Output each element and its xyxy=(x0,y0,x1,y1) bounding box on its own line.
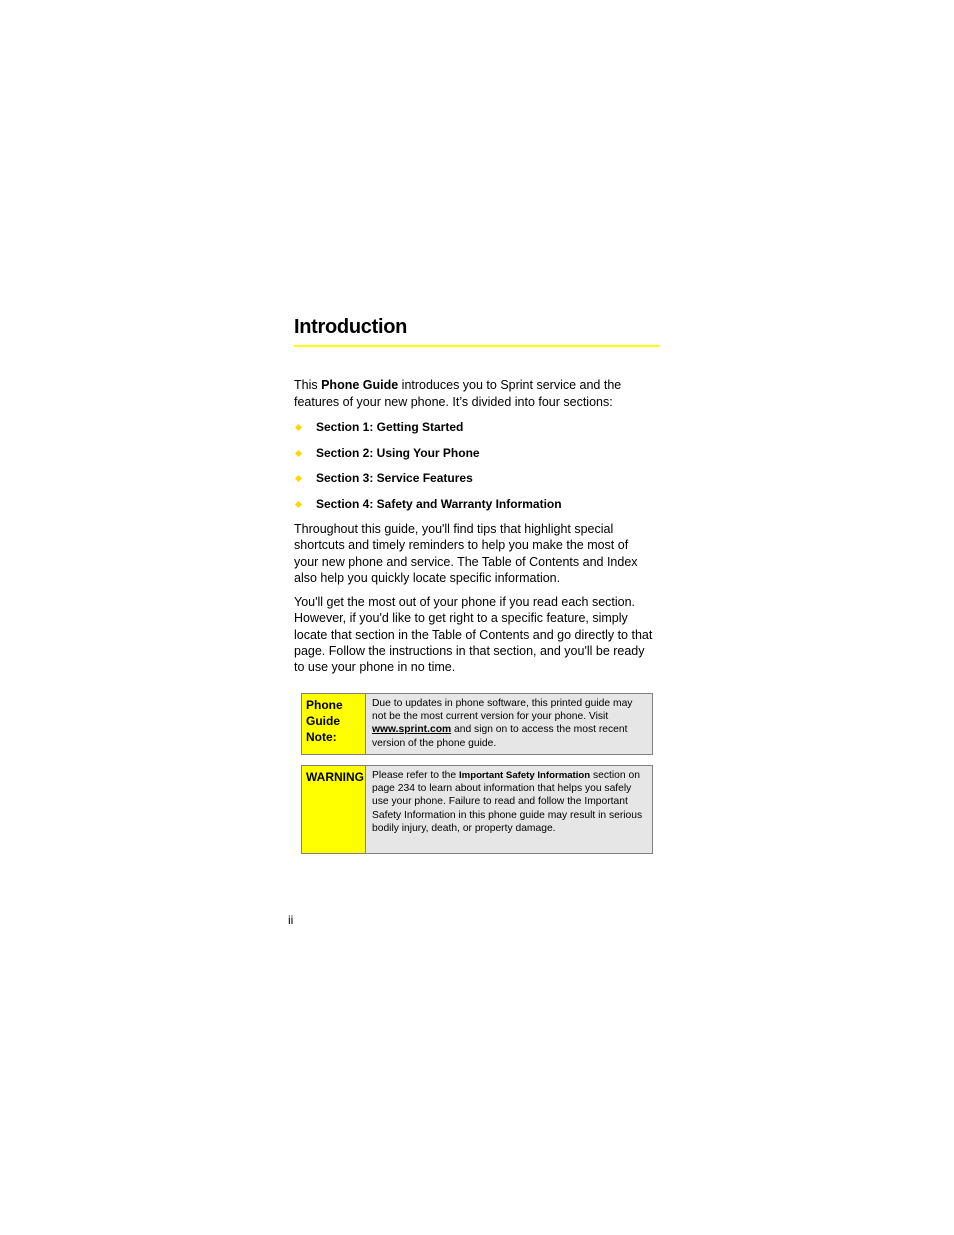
list-item: Section 3: Service Features xyxy=(294,469,659,495)
diamond-bullet-icon xyxy=(295,450,302,457)
list-item: Section 4: Safety and Warranty Information xyxy=(294,495,659,521)
note-label: Phone Guide Note: xyxy=(302,694,366,754)
usage-paragraph: You'll get the most out of your phone if you read each section. However, if you'd like to get right to a specific feature, simply locate that section in the Table of Contents and go directly to that page. Follow the instructions in that section, and you'll be ready to use your phone in no time. xyxy=(294,595,653,675)
section-list xyxy=(294,418,659,521)
title-underline xyxy=(294,345,659,347)
phone-guide-bold: Phone Guide xyxy=(321,378,399,392)
page-title: Introduction xyxy=(294,316,408,338)
page-number: ii xyxy=(288,913,294,927)
list-item: Section 1: Getting Started xyxy=(294,418,659,444)
diamond-bullet-icon xyxy=(295,475,302,482)
intro-paragraph: This Phone Guide introduces you to Sprint service and the features of your new phone. It’s divided into four sections: xyxy=(294,378,622,409)
warning-text: Please refer to the Important Safety Information section on page 234 to learn about information that helps you safely use your phone. Failure to read and follow the Important Safety Information in this phone guide may result in serious bodily injury, death, or property damage. xyxy=(372,770,643,834)
warning-box xyxy=(301,765,653,854)
tips-paragraph: Throughout this guide, you'll find tips that highlight special shortcuts and timely reminders to help you make the most of your new phone and service. The Table of Contents and Index also help you quickly locate specific information. xyxy=(294,522,638,585)
list-item: Section 2: Using Your Phone xyxy=(294,444,659,470)
diamond-bullet-icon xyxy=(295,424,302,431)
note-text: Due to updates in phone software, this printed guide may not be the most current version for your phone. Visit www.sprint.com and sign on to access the most recent version of the phone guide. xyxy=(372,698,633,749)
phone-guide-note-box xyxy=(301,693,653,755)
sprint-link[interactable]: www.sprint.com xyxy=(372,724,452,736)
warning-label: WARNING xyxy=(302,766,366,853)
safety-info-bold: Important Safety Information xyxy=(459,770,591,781)
diamond-bullet-icon xyxy=(295,501,302,508)
